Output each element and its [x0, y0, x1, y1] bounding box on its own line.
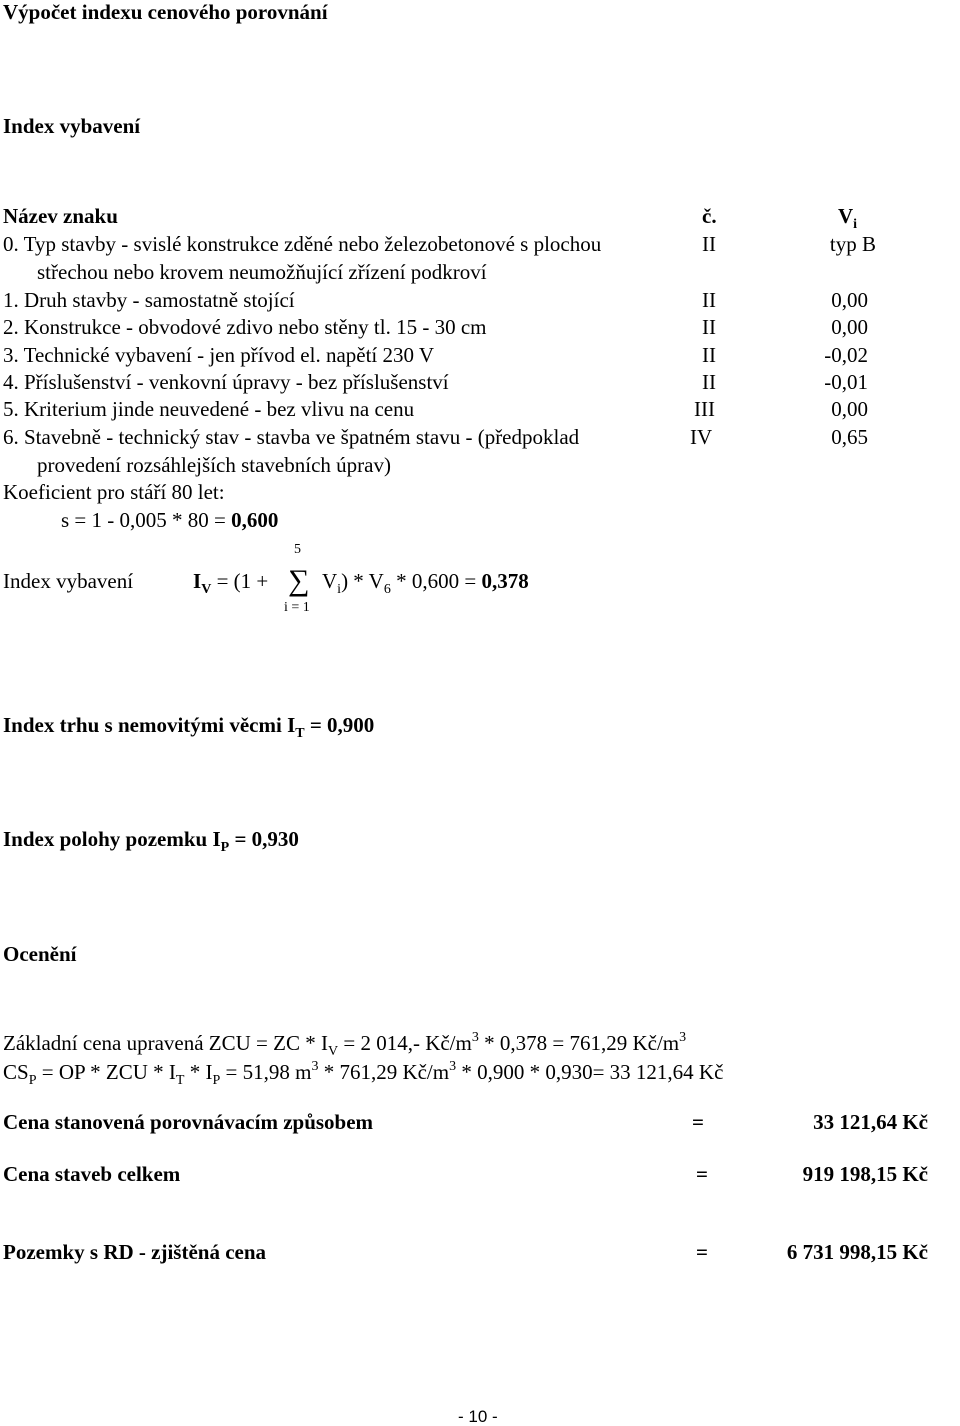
col-header-num: č.	[702, 204, 717, 228]
summary-label-1: Cena staveb celkem	[3, 1162, 181, 1186]
table-row-6-value: 0,65	[831, 425, 868, 449]
sum-sign: ∑	[288, 564, 310, 597]
table-row-5-text: 5. Kriterium jinde neuvedené - bez vlivu na cenu	[3, 397, 415, 421]
table-row-6-text-cont: provedení rozsáhlejších stavebních úprav)	[37, 453, 391, 477]
index-vybaveni-label: Index vybavení	[3, 569, 134, 593]
table-row-4-num: II	[702, 370, 716, 394]
index-trhu: Index trhu s nemovitými věcmi $I_T = 0,900$	[3, 713, 375, 741]
table-row-2-text: 2. Konstrukce - obvodové zdivo nebo stěny tl. 15 - 30 cm	[3, 315, 487, 339]
col-header-v: $V_i$	[838, 204, 858, 232]
summary-value-0: 33 121,64 Kč	[813, 1110, 928, 1134]
table-row-0-num: II	[702, 232, 716, 256]
page-title: Výpočet indexu cenového porovnání	[3, 0, 328, 24]
sum-lower-limit: i = 1	[284, 600, 310, 615]
age-coefficient-formula: s = 1 - 0,005 * 80 = 0,600	[61, 508, 279, 532]
table-row-1-value: 0,00	[831, 288, 868, 312]
index-vybaveni-rhs: $V_i) * V_6 * 0,600 = 0,378$	[322, 569, 529, 597]
table-row-0-text: 0. Typ stavby - svislé konstrukce zděné nebo železobetonové s plochou	[3, 232, 602, 256]
table-row-5-num: III	[694, 397, 715, 421]
table-row-3-value: -0,02	[824, 343, 868, 367]
index-polohy: Index polohy pozemku $I_P = 0,930$	[3, 827, 299, 855]
index-vybaveni-lhs: $I_V = (1$ +	[193, 569, 269, 597]
summary-label-2: Pozemky s RD - zjištěná cena	[3, 1240, 267, 1264]
sum-upper-limit: 5	[294, 542, 301, 557]
table-row-4-value: -0,01	[824, 370, 868, 394]
table-row-6-num: IV	[690, 425, 713, 449]
oceneni-title: Ocenění	[3, 942, 77, 966]
summary-value-1: 919 198,15 Kč	[802, 1162, 928, 1186]
table-row-0-value: typ B	[829, 232, 876, 256]
table-row-4-text: 4. Příslušenství - venkovní úpravy - bez příslušenství	[3, 370, 449, 394]
page-number: - 10 -	[458, 1407, 498, 1426]
summary-label-0: Cena stanovená porovnávacím způsobem	[3, 1110, 374, 1134]
col-header-name: Název znaku	[3, 204, 118, 228]
table-row-3-text: 3. Technické vybavení - jen přívod el. napětí 230 V	[3, 343, 435, 367]
summary-eq-1: =	[696, 1162, 708, 1186]
table-row-3-num: II	[702, 343, 716, 367]
table-row-1-text: 1. Druh stavby - samostatně stojící	[3, 288, 295, 312]
table-row-6-text: 6. Stavebně - technický stav - stavba ve špatném stavu - (předpoklad	[3, 425, 580, 449]
section-title: Index vybavení	[3, 114, 141, 138]
zcu-line: Základní cena upravená ZCU = ZC * $I_V = 2$ 014,- $Kč/m^3 * 0,378 = 761,29$ $Kč/m^3$	[3, 1030, 687, 1059]
csp-line: $CS_P$ = OP * ZCU * $I_T * I_P = 51,98$ $m^3 * 761,29$ $Kč/m^3 * 0,900 * 0,930= 33$ 121,64 Kč	[3, 1059, 724, 1088]
age-coefficient-label: Koeficient pro stáří 80 let:	[3, 480, 225, 504]
table-row-2-value: 0,00	[831, 315, 868, 339]
table-row-1-num: II	[702, 288, 716, 312]
summary-eq-0: =	[692, 1110, 704, 1134]
table-row-0-text-cont: střechou nebo krovem neumožňující zřízení podkroví	[37, 260, 487, 284]
summary-value-2: 6 731 998,15 Kč	[786, 1240, 928, 1264]
table-row-2-num: II	[702, 315, 716, 339]
table-row-5-value: 0,00	[831, 397, 868, 421]
summary-eq-2: =	[696, 1240, 708, 1264]
